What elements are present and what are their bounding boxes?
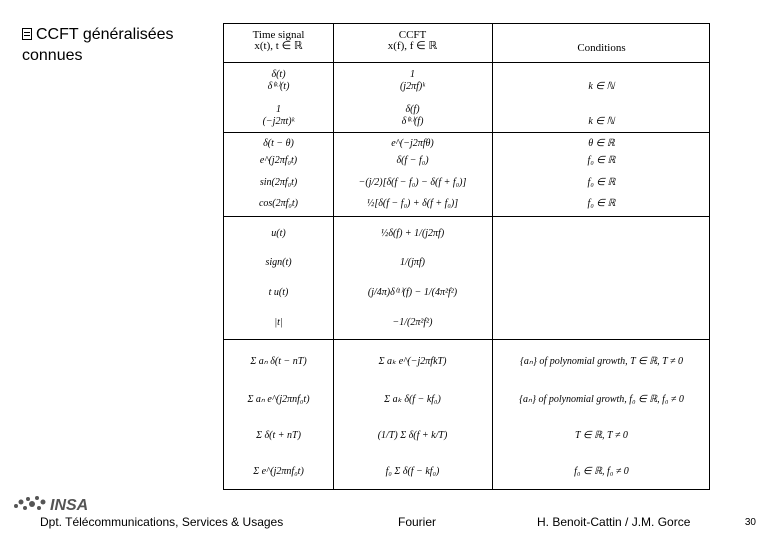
cond-cell: θ ∈ ℝ — [588, 138, 615, 149]
ccft-cell: ½δ(f) + 1/(j2πf) — [380, 228, 445, 239]
cond-cell: k ∈ ℕ — [588, 81, 615, 92]
time-cell: δ(t − θ) — [263, 138, 294, 149]
ccft-cell: ½[δ(f − f₀) + δ(f + f₀)] — [366, 198, 459, 209]
cond-cell: {aₙ} of polynomial growth, f₀ ∈ ℝ, f₀ ≠ 0 — [519, 394, 684, 405]
ccft-cell: Σ aₖ e^(−j2πfkT) — [378, 356, 447, 367]
footer-department: Dpt. Télécommunications, Services & Usages — [40, 515, 284, 529]
time-cell: Σ aₙ e^(j2πnf₀t) — [247, 394, 310, 405]
cond-cell: f₀ ∈ ℝ — [587, 198, 616, 209]
time-cell: sin(2πf₀t) — [259, 177, 298, 188]
time-cell: u(t) — [271, 228, 286, 239]
ccft-cell: −1/(2π²f²) — [392, 317, 433, 328]
cond-cell: f₀ ∈ ℝ — [587, 177, 616, 188]
cond-cell: T ∈ ℝ, T ≠ 0 — [575, 430, 628, 441]
time-cell: Σ δ(t + nT) — [256, 430, 301, 441]
ccft-cell: e^(−j2πfθ) — [391, 138, 434, 149]
svg-text:INSA: INSA — [50, 497, 89, 514]
ccft-cell: Σ aₖ δ(f − kf₀) — [384, 394, 441, 405]
ccft-cell: 1 — [410, 69, 415, 80]
insa-logo — [12, 490, 102, 518]
time-cell: (−j2πt)ᵏ — [262, 116, 295, 127]
time-cell: |t| — [274, 317, 283, 328]
header-time-signal: Time signal x(t), t ∈ ℝ — [252, 29, 305, 52]
row-separator — [224, 62, 709, 63]
row-separator — [224, 132, 709, 133]
cond-cell: f₀ ∈ ℝ, f₀ ≠ 0 — [574, 466, 629, 477]
ccft-cell: f₀ Σ δ(f − kf₀) — [385, 466, 440, 477]
time-cell: t u(t) — [268, 287, 289, 298]
slide-title — [22, 24, 222, 66]
row-separator — [224, 339, 709, 340]
ccft-cell: (j/4π)δ⁽¹⁾(f) − 1/(4π²f²) — [367, 287, 458, 298]
ccft-cell: δ(f) — [405, 104, 420, 115]
cond-cell: f₀ ∈ ℝ — [587, 155, 616, 166]
time-cell: sign(t) — [265, 257, 292, 268]
cond-cell: k ∈ ℕ — [588, 116, 615, 127]
row-separator — [224, 216, 709, 217]
header-ccft: CCFT x(f), f ∈ ℝ — [387, 29, 438, 52]
page-number: 30 — [744, 517, 756, 528]
time-cell: Σ e^(j2πnf₀t) — [253, 466, 304, 477]
ccft-cell: δ(f − f₀) — [396, 155, 429, 166]
bullet-icon — [22, 28, 32, 40]
ccft-table — [223, 23, 710, 490]
time-cell: δ⁽ᵏ⁾(t) — [267, 81, 290, 92]
time-cell: e^(j2πf₀t) — [259, 155, 298, 166]
cond-cell: {aₙ} of polynomial growth, T ∈ ℝ, T ≠ 0 — [519, 356, 684, 367]
ccft-cell: 1/(jπf) — [399, 257, 425, 268]
time-cell: Σ aₙ δ(t − nT) — [250, 356, 307, 367]
slide-title-text: CCFT généralisées connues — [22, 26, 174, 64]
header-conditions: Conditions — [577, 42, 626, 54]
time-cell: 1 — [276, 104, 281, 115]
ccft-cell: (1/T) Σ δ(f + k/T) — [377, 430, 448, 441]
time-cell: δ(t) — [271, 69, 286, 80]
footer-topic: Fourier — [398, 515, 437, 529]
ccft-cell: (j2πf)ᵏ — [399, 81, 426, 92]
ccft-cell: −(j/2)[δ(f − f₀) − δ(f + f₀)] — [358, 177, 467, 188]
footer-authors: H. Benoit-Cattin / J.M. Gorce — [537, 515, 691, 529]
ccft-cell: δ⁽ᵏ⁾(f) — [401, 116, 424, 127]
time-cell: cos(2πf₀t) — [258, 198, 299, 209]
column-separator — [492, 24, 493, 489]
